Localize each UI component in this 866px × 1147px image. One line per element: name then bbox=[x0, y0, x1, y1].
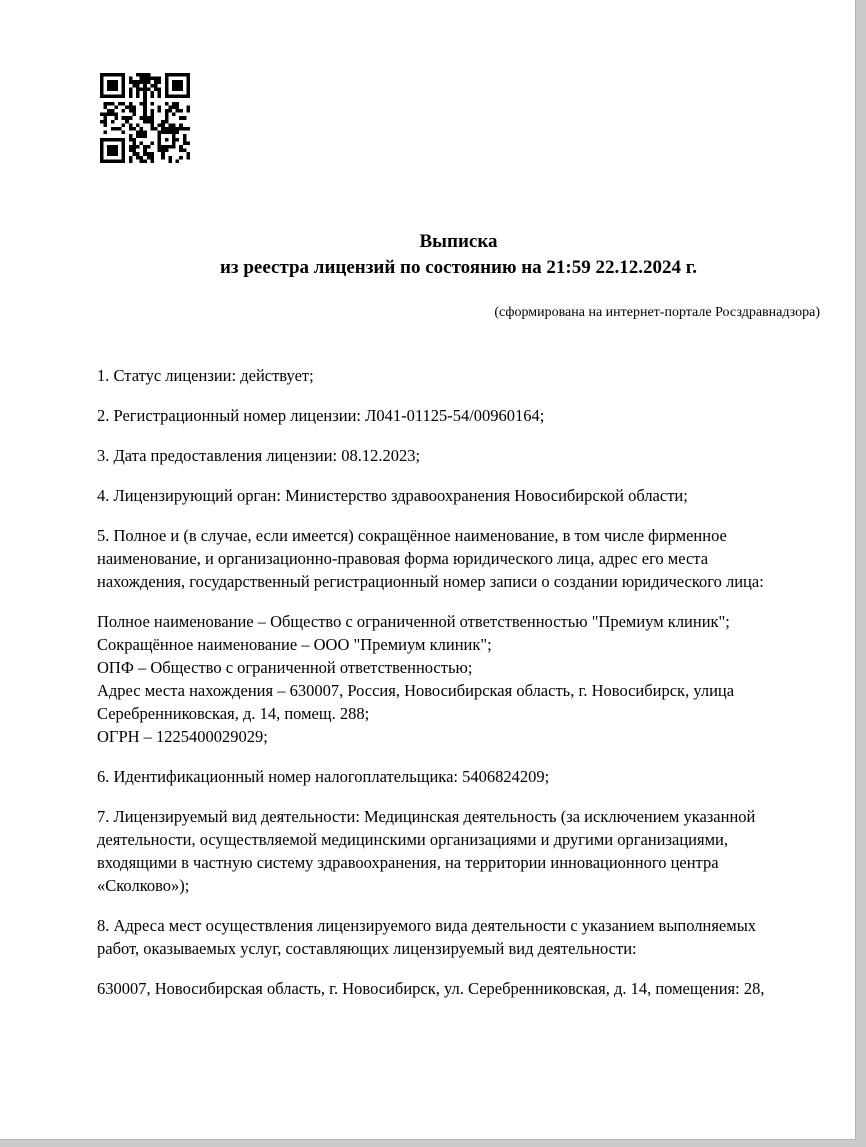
paragraph bbox=[97, 805, 820, 897]
paragraph-line: Адрес места нахождения – 630007, Россия, Новосибирская область, г. Новосибирск, улица bbox=[97, 681, 735, 700]
paragraph bbox=[97, 364, 820, 387]
paragraph-line: Сокращённое наименование – ООО "Премиум клиник"; bbox=[97, 635, 492, 654]
document-title bbox=[97, 229, 820, 281]
paragraph bbox=[97, 977, 820, 1000]
title-line-2: из реестра лицензий по состоянию на 21:59 22.12.2024 г. bbox=[219, 257, 697, 278]
paragraph-line: ОПФ – Общество с ограниченной ответственностью; bbox=[97, 658, 473, 677]
paragraph-line: «Сколково»); bbox=[97, 876, 190, 895]
paragraph-line: входящими в частную систему здравоохранения, на территории инновационного центра bbox=[97, 853, 719, 872]
paragraph-line: нахождения, государственный регистрационный номер записи о создании юридического лица: bbox=[97, 572, 764, 591]
paragraph bbox=[97, 524, 820, 593]
paragraph-line: работ, оказываемых услуг, составляющих лицензируемый вид деятельности: bbox=[97, 939, 637, 958]
paragraph-line: 3. Дата предоставления лицензии: 08.12.2023; bbox=[97, 446, 421, 465]
paragraph bbox=[97, 914, 820, 960]
paragraph bbox=[97, 765, 820, 788]
title-line-1: Выписка bbox=[419, 231, 498, 252]
paragraph bbox=[97, 484, 820, 507]
paragraph bbox=[97, 404, 820, 427]
paragraph-line: 6. Идентификационный номер налогоплательщика: 5406824209; bbox=[97, 767, 550, 786]
paragraph-line: 5. Полное и (в случае, если имеется) сокращённое наименование, в том числе фирменное bbox=[97, 526, 727, 545]
paragraph-line: Полное наименование – Общество с ограниченной ответственностью "Премиум клиник"; bbox=[97, 612, 730, 631]
paragraph-line: 4. Лицензирующий орган: Министерство здравоохранения Новосибирской области; bbox=[97, 486, 688, 505]
paragraph-line: 630007, Новосибирская область, г. Новосибирск, ул. Серебренниковская, д. 14, помещения: 28, bbox=[97, 979, 765, 998]
paragraph bbox=[97, 444, 820, 467]
document-subtitle: (сформирована на интернет-портале Росздравнадзора) bbox=[494, 305, 820, 320]
paragraph bbox=[97, 610, 820, 748]
paragraph-line: 8. Адреса мест осуществления лицензируемого вида деятельности с указанием выполняемых bbox=[97, 916, 757, 935]
paragraph-line: наименование, и организационно-правовая форма юридического лица, адрес его места bbox=[97, 549, 709, 568]
document-content bbox=[97, 0, 820, 1017]
paragraph-line: ОГРН – 1225400029029; bbox=[97, 727, 268, 746]
paragraph-line: Серебренниковская, д. 14, помещ. 288; bbox=[97, 704, 370, 723]
paragraph-line: 7. Лицензируемый вид деятельности: Медицинская деятельность (за исключением указанной bbox=[97, 807, 756, 826]
document-body bbox=[97, 364, 820, 1000]
paragraph-line: 1. Статус лицензии: действует; bbox=[97, 366, 314, 385]
paragraph-line: 2. Регистрационный номер лицензии: Л041-01125-54/00960164; bbox=[97, 406, 545, 425]
paragraph-line: деятельности, осуществляемой медицинскими организациями и другими организациями, bbox=[97, 830, 728, 849]
